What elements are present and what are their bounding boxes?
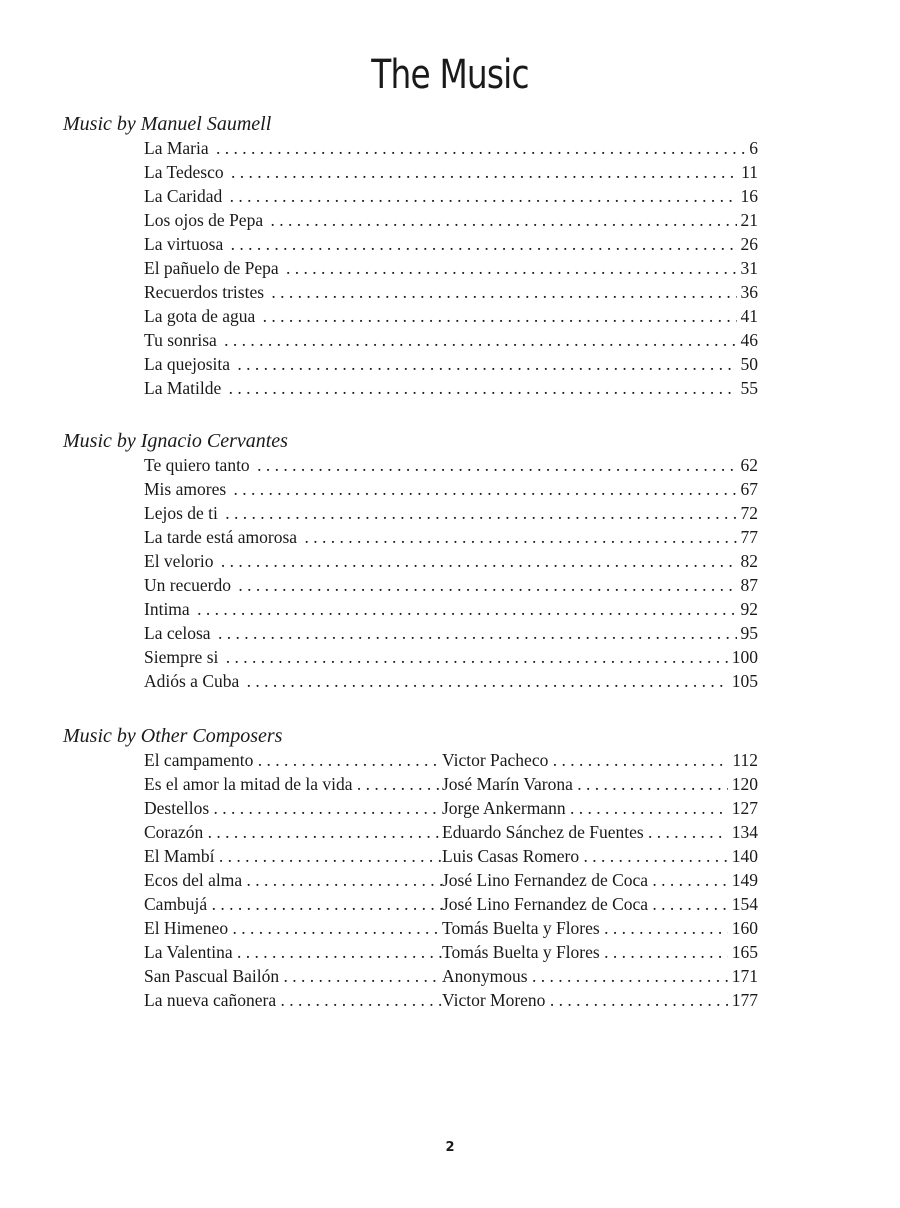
entry-page: 100 xyxy=(728,645,758,669)
entry-page: 82 xyxy=(737,549,759,573)
entry-title: Siempre si xyxy=(144,647,221,667)
section-heading: Music by Manuel Saumell xyxy=(63,113,272,135)
entry-title: Te quiero tanto xyxy=(144,455,253,475)
entry-page: 127 xyxy=(728,796,758,820)
toc-entry[interactable] xyxy=(144,232,758,256)
entry-page: 16 xyxy=(737,184,759,208)
entry-page: 120 xyxy=(728,772,758,796)
toc-entry[interactable] xyxy=(144,820,758,844)
toc-entry[interactable] xyxy=(144,453,758,477)
entry-title: El pañuelo de Pepa xyxy=(144,258,282,278)
entry-title: La tarde está amorosa xyxy=(144,527,300,547)
entry-composer: José Marín Varona . . . xyxy=(442,772,758,796)
entry-page: 26 xyxy=(737,232,759,256)
entry-page: 165 xyxy=(728,940,758,964)
entry-title: La Maria xyxy=(144,138,212,158)
entry-page: 112 xyxy=(728,748,758,772)
toc-entry[interactable] xyxy=(144,916,758,940)
entry-title: Lejos de ti xyxy=(144,503,221,523)
entry-page: 92 xyxy=(737,597,759,621)
entry-page: 36 xyxy=(737,280,759,304)
entry-title: Destellos . . . xyxy=(144,796,442,820)
entry-page: 46 xyxy=(737,328,759,352)
page-title: The Music xyxy=(371,52,529,98)
entry-page: 154 xyxy=(728,892,758,916)
entry-page: 134 xyxy=(728,820,758,844)
saumell-list xyxy=(63,136,783,400)
toc-entry[interactable] xyxy=(144,352,758,376)
toc-entry[interactable] xyxy=(144,477,758,501)
entry-composer: Jorge Ankermann . . . xyxy=(442,796,758,820)
entry-composer: Tomás Buelta y Flores . . . xyxy=(442,940,758,964)
entry-title: El velorio xyxy=(144,551,217,571)
toc-entry[interactable] xyxy=(144,892,758,916)
entry-page: 171 xyxy=(728,964,758,988)
toc-entry[interactable] xyxy=(144,525,758,549)
entry-title: Mis amores xyxy=(144,479,229,499)
entry-page: 177 xyxy=(728,988,758,1012)
toc-entry[interactable] xyxy=(144,160,758,184)
entry-title: Recuerdos tristes xyxy=(144,282,267,302)
entry-page: 87 xyxy=(737,573,759,597)
entry-title: Adiós a Cuba xyxy=(144,671,242,691)
toc-entry[interactable] xyxy=(144,645,758,669)
entry-title: San Pascual Bailón . . . xyxy=(144,964,442,988)
entry-title: La nueva cañonera . . . xyxy=(144,988,442,1012)
entry-title: Corazón . . . xyxy=(144,820,442,844)
toc-entry[interactable] xyxy=(144,772,758,796)
toc-entry[interactable] xyxy=(144,304,758,328)
entry-composer: Victor Pacheco . . . xyxy=(442,748,758,772)
entry-composer: Anonymous . . . xyxy=(442,964,758,988)
entry-title: El campamento . . . xyxy=(144,748,442,772)
entry-title: El Himeneo . . . xyxy=(144,916,442,940)
cervantes-list xyxy=(63,453,783,693)
section-other-composers xyxy=(63,724,783,1012)
entry-page: 72 xyxy=(737,501,759,525)
entry-title: La Caridad xyxy=(144,186,225,206)
entry-title: La celosa xyxy=(144,623,214,643)
entry-page: 95 xyxy=(737,621,759,645)
entry-title: La Tedesco xyxy=(144,162,227,182)
toc-entry[interactable] xyxy=(144,988,758,1012)
entry-page: 21 xyxy=(737,208,759,232)
entry-title: Los ojos de Pepa xyxy=(144,210,266,230)
entry-title: La virtuosa xyxy=(144,234,226,254)
section-saumell xyxy=(63,112,783,400)
toc-entry[interactable] xyxy=(144,136,758,160)
entry-title: El Mambí . . . xyxy=(144,844,442,868)
toc-entry[interactable] xyxy=(144,868,758,892)
toc-entry[interactable] xyxy=(144,573,758,597)
section-heading: Music by Other Composers xyxy=(63,725,283,747)
toc-entry[interactable] xyxy=(144,796,758,820)
toc-entry[interactable] xyxy=(144,964,758,988)
toc-entry[interactable] xyxy=(144,328,758,352)
other-composers-list xyxy=(63,748,783,1012)
entry-page: 50 xyxy=(737,352,759,376)
section-heading: Music by Ignacio Cervantes xyxy=(63,430,288,452)
toc-entry[interactable] xyxy=(144,940,758,964)
entry-title: Tu sonrisa xyxy=(144,330,220,350)
entry-title: Cambujá . . . xyxy=(144,892,442,916)
toc-entry[interactable] xyxy=(144,844,758,868)
entry-composer: Tomás Buelta y Flores . . . xyxy=(442,916,758,940)
entry-title: Un recuerdo xyxy=(144,575,234,595)
entry-title: Intima xyxy=(144,599,193,619)
entry-page: 149 xyxy=(728,868,758,892)
page-number: 2 xyxy=(445,1140,455,1155)
toc-entry[interactable] xyxy=(144,208,758,232)
entry-composer: Eduardo Sánchez de Fuentes . . . xyxy=(442,820,758,844)
entry-title: Es el amor la mitad de la vida . . . xyxy=(144,772,442,796)
toc-entry[interactable] xyxy=(144,621,758,645)
toc-entry[interactable] xyxy=(144,376,758,400)
entry-page: 62 xyxy=(737,453,759,477)
entry-page: 67 xyxy=(737,477,759,501)
entry-composer: José Lino Fernandez de Coca . . . xyxy=(442,892,758,916)
entry-page: 6 xyxy=(745,136,758,160)
toc-entry[interactable] xyxy=(144,280,758,304)
entry-page: 31 xyxy=(737,256,759,280)
toc-entry[interactable] xyxy=(144,748,758,772)
toc-entry[interactable] xyxy=(144,549,758,573)
entry-page: 55 xyxy=(737,376,759,400)
toc-entry[interactable] xyxy=(144,501,758,525)
section-cervantes xyxy=(63,429,783,693)
entry-page: 77 xyxy=(737,525,759,549)
toc-entry[interactable] xyxy=(144,597,758,621)
entry-title: La gota de agua xyxy=(144,306,258,326)
entry-page: 11 xyxy=(737,160,758,184)
entry-title: Ecos del alma . . . xyxy=(144,868,442,892)
entry-composer: José Lino Fernandez de Coca . . . xyxy=(442,868,758,892)
entry-composer: Luis Casas Romero . . . xyxy=(442,844,758,868)
entry-title: La Valentina . . . xyxy=(144,940,442,964)
entry-title: La quejosita xyxy=(144,354,233,374)
entry-page: 140 xyxy=(728,844,758,868)
entry-page: 41 xyxy=(737,304,759,328)
entry-page: 160 xyxy=(728,916,758,940)
toc-entry[interactable] xyxy=(144,184,758,208)
toc-entry[interactable] xyxy=(144,256,758,280)
entry-title: La Matilde xyxy=(144,378,224,398)
entry-page: 105 xyxy=(728,669,758,693)
entry-composer: Victor Moreno . . . xyxy=(442,988,758,1012)
toc-entry[interactable] xyxy=(144,669,758,693)
